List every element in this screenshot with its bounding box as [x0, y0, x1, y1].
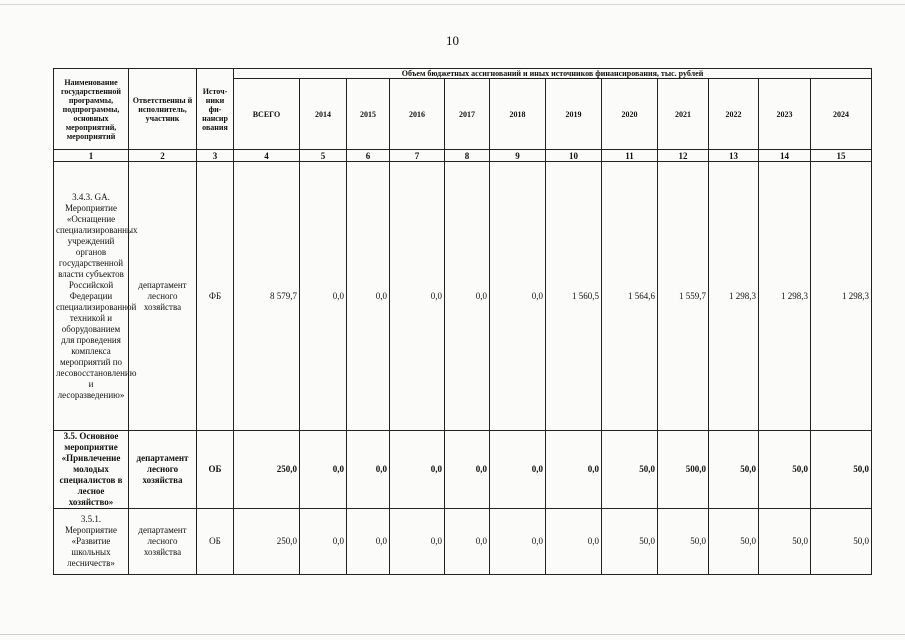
- row-value: 0,0: [390, 509, 445, 575]
- table-row: [54, 162, 872, 431]
- row-responsible: департамент лесного хозяйства: [129, 431, 197, 509]
- header-row-top: [54, 69, 872, 79]
- row-value: 1 298,3: [811, 162, 872, 431]
- column-number: 5: [300, 150, 347, 162]
- row-value: 1 298,3: [709, 162, 759, 431]
- header-source: Источ-ники фи-нансир ования: [197, 69, 234, 150]
- table-row: [54, 431, 872, 509]
- column-number: 11: [602, 150, 658, 162]
- header-responsible: Ответственны й исполнитель, участник: [129, 69, 197, 150]
- column-number: 3: [197, 150, 234, 162]
- row-value: 0,0: [390, 431, 445, 509]
- row-value: 1 560,5: [546, 162, 602, 431]
- row-value: 8 579,7: [234, 162, 300, 431]
- row-value: 0,0: [445, 431, 490, 509]
- column-number: 14: [759, 150, 811, 162]
- row-value: 0,0: [445, 162, 490, 431]
- row-value: 50,0: [602, 509, 658, 575]
- row-value: 0,0: [390, 162, 445, 431]
- row-value: 0,0: [546, 509, 602, 575]
- column-number: 6: [347, 150, 390, 162]
- header-year: 2016: [390, 79, 445, 150]
- header-year: 2018: [490, 79, 546, 150]
- header-total: ВСЕГО: [234, 79, 300, 150]
- row-value: 0,0: [300, 162, 347, 431]
- budget-table: [53, 68, 872, 575]
- column-number: 13: [709, 150, 759, 162]
- header-year: 2022: [709, 79, 759, 150]
- row-value: 0,0: [347, 431, 390, 509]
- row-value: 0,0: [347, 162, 390, 431]
- header-year: 2015: [347, 79, 390, 150]
- row-value: 1 564,6: [602, 162, 658, 431]
- row-value: 0,0: [490, 162, 546, 431]
- row-value: 0,0: [347, 509, 390, 575]
- header-name: Наименование государственной программы, подпрограммы, основных мероприятий, мероприятий: [54, 69, 129, 150]
- header-year: 2014: [300, 79, 347, 150]
- row-name: 3.5. Основное мероприятие «Привлечение молодых специалистов в лесное хозяйство»: [54, 431, 129, 509]
- table-row: [54, 509, 872, 575]
- column-number: 7: [390, 150, 445, 162]
- header-year: 2020: [602, 79, 658, 150]
- row-value: 50,0: [602, 431, 658, 509]
- row-value: 50,0: [811, 431, 872, 509]
- row-value: 50,0: [709, 509, 759, 575]
- row-value: 50,0: [759, 509, 811, 575]
- row-value: 500,0: [658, 431, 709, 509]
- row-value: 250,0: [234, 509, 300, 575]
- header-year: 2023: [759, 79, 811, 150]
- row-value: 50,0: [759, 431, 811, 509]
- row-value: 0,0: [445, 509, 490, 575]
- row-value: 0,0: [490, 509, 546, 575]
- scan-artifact-line: [0, 4, 905, 5]
- row-value: 50,0: [709, 431, 759, 509]
- column-number: 8: [445, 150, 490, 162]
- column-number: 4: [234, 150, 300, 162]
- header-year: 2019: [546, 79, 602, 150]
- column-number-row: [54, 150, 872, 162]
- row-value: 1 298,3: [759, 162, 811, 431]
- page-number: 10: [446, 33, 459, 48]
- column-number: 2: [129, 150, 197, 162]
- column-number: 1: [54, 150, 129, 162]
- column-number: 9: [490, 150, 546, 162]
- row-responsible: департамент лесного хозяйства: [129, 162, 197, 431]
- header-year: 2017: [445, 79, 490, 150]
- row-name: 3.4.3. GA. Мероприятие «Оснащение специализированных учреждений органов государственной власти субъектов Российской Федерации специализированной техникой и оборудованием для проведения комплекса мероприятий по лесовосстановлению и лесоразведению»: [54, 162, 129, 431]
- row-value: 0,0: [300, 509, 347, 575]
- column-number: 10: [546, 150, 602, 162]
- scan-artifact-line: [0, 634, 905, 635]
- row-value: 0,0: [546, 431, 602, 509]
- row-value: 50,0: [811, 509, 872, 575]
- budget-table-container: [53, 68, 872, 575]
- column-number: 12: [658, 150, 709, 162]
- row-source: ОБ: [197, 431, 234, 509]
- row-responsible: департамент лесного хозяйства: [129, 509, 197, 575]
- row-value: 0,0: [490, 431, 546, 509]
- row-source: ОБ: [197, 509, 234, 575]
- column-number: 15: [811, 150, 872, 162]
- row-source: ФБ: [197, 162, 234, 431]
- row-name: 3.5.1. Мероприятие «Развитие школьных лесничеств»: [54, 509, 129, 575]
- header-funding-group: Объем бюджетных ассигнований и иных источников финансирования, тыс. рублей: [234, 69, 872, 79]
- row-value: 1 559,7: [658, 162, 709, 431]
- row-value: 0,0: [300, 431, 347, 509]
- header-year: 2024: [811, 79, 872, 150]
- row-value: 250,0: [234, 431, 300, 509]
- row-value: 50,0: [658, 509, 709, 575]
- header-year: 2021: [658, 79, 709, 150]
